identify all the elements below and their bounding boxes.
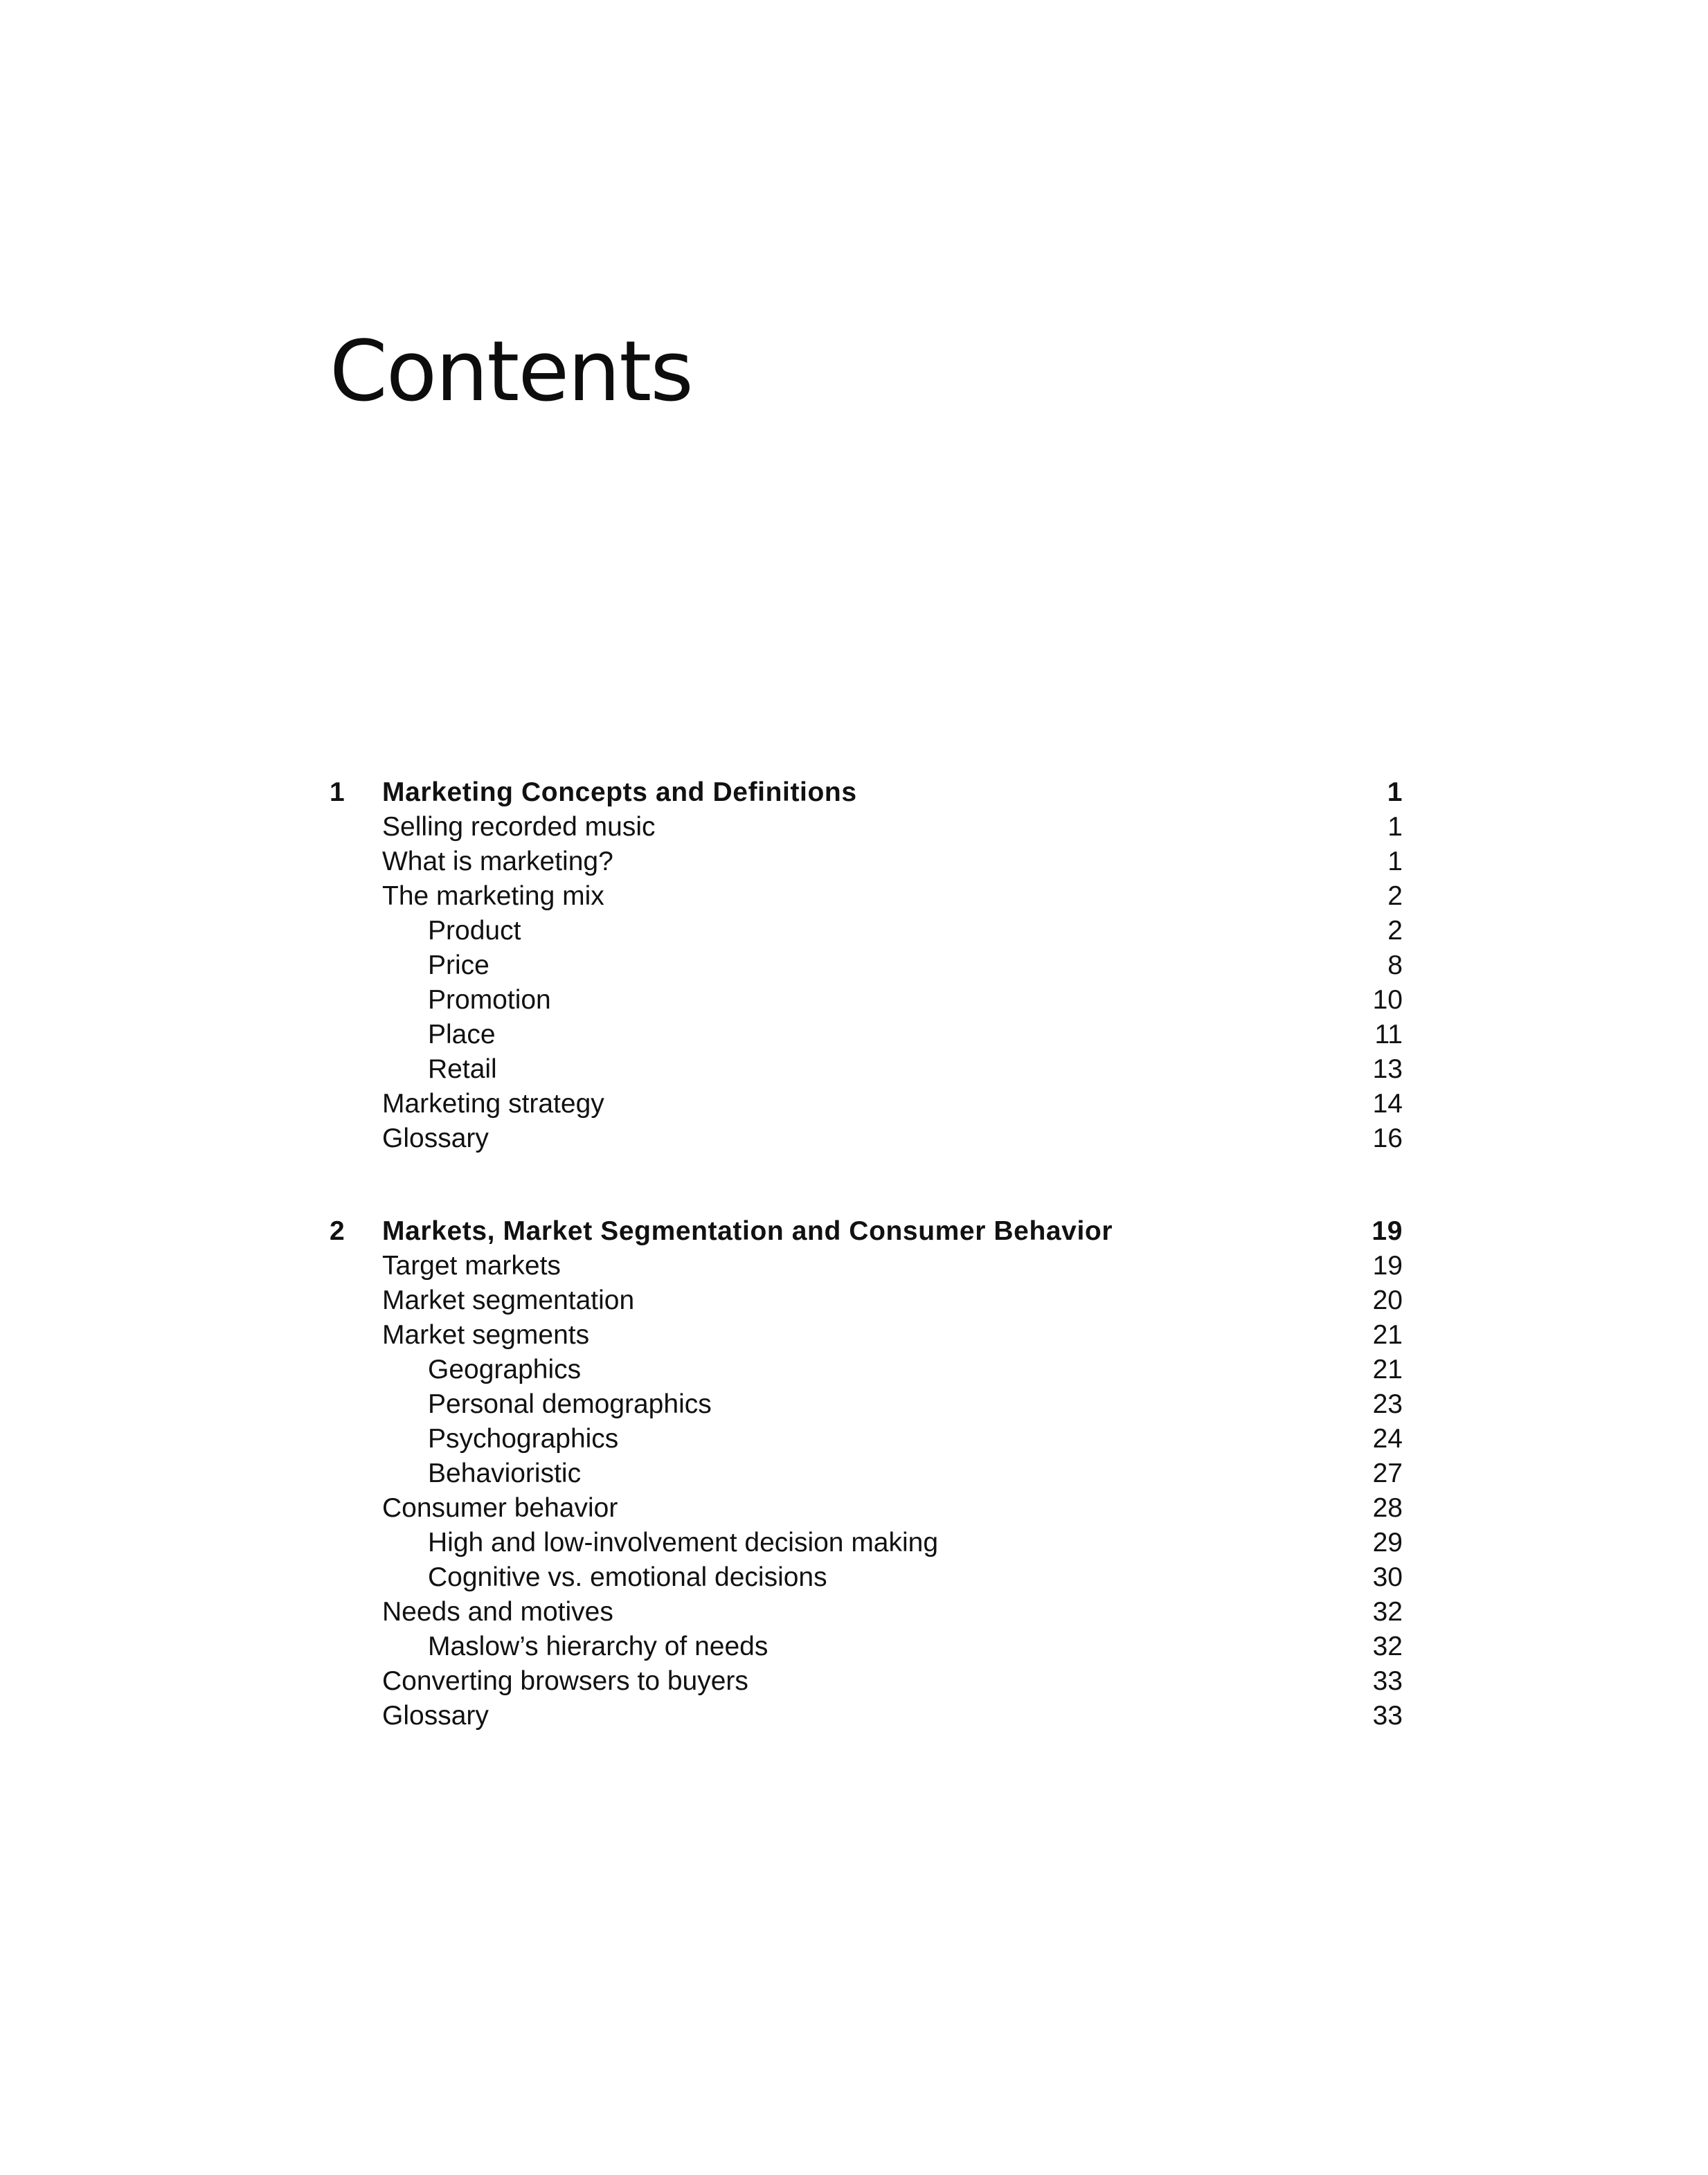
toc-entry-label: Needs and motives (382, 1597, 613, 1627)
toc-entry-page-number: 30 (1372, 1562, 1403, 1592)
toc-entry-page-number: 21 (1372, 1355, 1403, 1384)
toc-entry[interactable] (330, 1283, 1403, 1318)
toc-entry-page-number: 33 (1372, 1701, 1403, 1731)
toc-entry-label: Marketing strategy (382, 1089, 604, 1119)
toc-entry[interactable] (330, 1422, 1403, 1456)
toc-entry[interactable] (330, 948, 1403, 983)
toc-entry-label: Personal demographics (428, 1389, 712, 1419)
chapter-block (330, 1214, 1403, 1733)
toc-entry[interactable] (330, 1387, 1403, 1422)
toc-entry-label: Promotion (428, 985, 551, 1015)
chapter-heading[interactable] (330, 775, 1403, 810)
toc-entry-label: What is marketing? (382, 847, 613, 876)
toc-entry-page-number: 14 (1372, 1089, 1403, 1119)
toc-entry[interactable] (330, 879, 1403, 914)
toc-entry-label: Target markets (382, 1251, 561, 1281)
toc-entry[interactable] (330, 983, 1403, 1018)
toc-entry-page-number: 19 (1372, 1251, 1403, 1281)
toc-entry-label: The marketing mix (382, 881, 604, 911)
toc-entry[interactable] (330, 1249, 1403, 1283)
toc-entry-label: Price (428, 950, 489, 980)
chapter-number: 1 (330, 777, 345, 807)
toc-entry[interactable] (330, 1491, 1403, 1526)
toc-entry-label: Psychographics (428, 1424, 619, 1454)
toc-entry[interactable] (330, 845, 1403, 879)
toc-entry-label: Market segments (382, 1320, 590, 1350)
toc-entry-label: Behavioristic (428, 1459, 582, 1488)
chapter-title: Markets, Market Segmentation and Consumer Behavior (382, 1216, 1113, 1246)
toc-entry-page-number: 27 (1372, 1459, 1403, 1488)
toc-entry[interactable] (330, 1121, 1403, 1156)
chapter-heading[interactable] (330, 1214, 1403, 1249)
toc-entry-page-number: 33 (1372, 1666, 1403, 1696)
toc-entry-page-number: 28 (1372, 1493, 1403, 1523)
toc-entry-label: Converting browsers to buyers (382, 1666, 748, 1696)
chapter-block (330, 775, 1403, 1156)
toc-entry[interactable] (330, 1018, 1403, 1052)
toc-entry-page-number: 20 (1372, 1285, 1403, 1315)
chapter-number: 2 (330, 1216, 345, 1246)
chapter-title: Marketing Concepts and Definitions (382, 777, 857, 807)
toc-entry[interactable] (330, 1318, 1403, 1353)
toc-entry-page-number: 24 (1372, 1424, 1403, 1454)
toc-entry-page-number: 13 (1372, 1054, 1403, 1084)
toc-entry-page-number: 32 (1372, 1632, 1403, 1661)
toc-entry[interactable] (330, 1630, 1403, 1664)
toc-entry[interactable] (330, 810, 1403, 845)
toc-entry-page-number: 16 (1372, 1123, 1403, 1153)
toc-entry[interactable] (330, 1087, 1403, 1121)
toc-entry-page-number: 21 (1372, 1320, 1403, 1350)
chapter-page-number: 19 (1372, 1216, 1403, 1246)
toc-entry-page-number: 23 (1372, 1389, 1403, 1419)
toc-entry-label: Product (428, 916, 521, 946)
toc-entry[interactable] (330, 1052, 1403, 1087)
toc-entry-page-number: 2 (1387, 916, 1403, 946)
toc-entry-label: Glossary (382, 1123, 489, 1153)
toc-entry[interactable] (330, 914, 1403, 948)
toc-entry[interactable] (330, 1699, 1403, 1733)
toc-entry-label: Retail (428, 1054, 497, 1084)
chapter-page-number: 1 (1387, 777, 1403, 807)
toc-entry[interactable] (330, 1664, 1403, 1699)
toc-entry-label: Place (428, 1020, 496, 1049)
toc-entry-label: Consumer behavior (382, 1493, 618, 1523)
toc-entry-page-number: 11 (1374, 1020, 1403, 1049)
toc-entry-page-number: 8 (1387, 950, 1403, 980)
toc-entry[interactable] (330, 1526, 1403, 1560)
toc-entry[interactable] (330, 1456, 1403, 1491)
toc-entry-label: Geographics (428, 1355, 582, 1384)
toc-entry-label: High and low-involvement decision making (428, 1528, 939, 1558)
toc-entry-label: Maslow’s hierarchy of needs (428, 1632, 768, 1661)
toc-entry-page-number: 29 (1372, 1528, 1403, 1558)
toc-entry-page-number: 1 (1387, 812, 1403, 842)
toc-entry-label: Cognitive vs. emotional decisions (428, 1562, 827, 1592)
toc-entry-page-number: 1 (1387, 847, 1403, 876)
toc-entry-page-number: 32 (1372, 1597, 1403, 1627)
toc-entry[interactable] (330, 1353, 1403, 1387)
page-title: Contents (330, 324, 692, 420)
toc-entry-label: Market segmentation (382, 1285, 635, 1315)
toc-entry-label: Glossary (382, 1701, 489, 1731)
toc-entry[interactable] (330, 1560, 1403, 1595)
toc-entry-page-number: 2 (1387, 881, 1403, 911)
toc-entry-page-number: 10 (1372, 985, 1403, 1015)
toc-entry-label: Selling recorded music (382, 812, 656, 842)
toc-entry[interactable] (330, 1595, 1403, 1630)
